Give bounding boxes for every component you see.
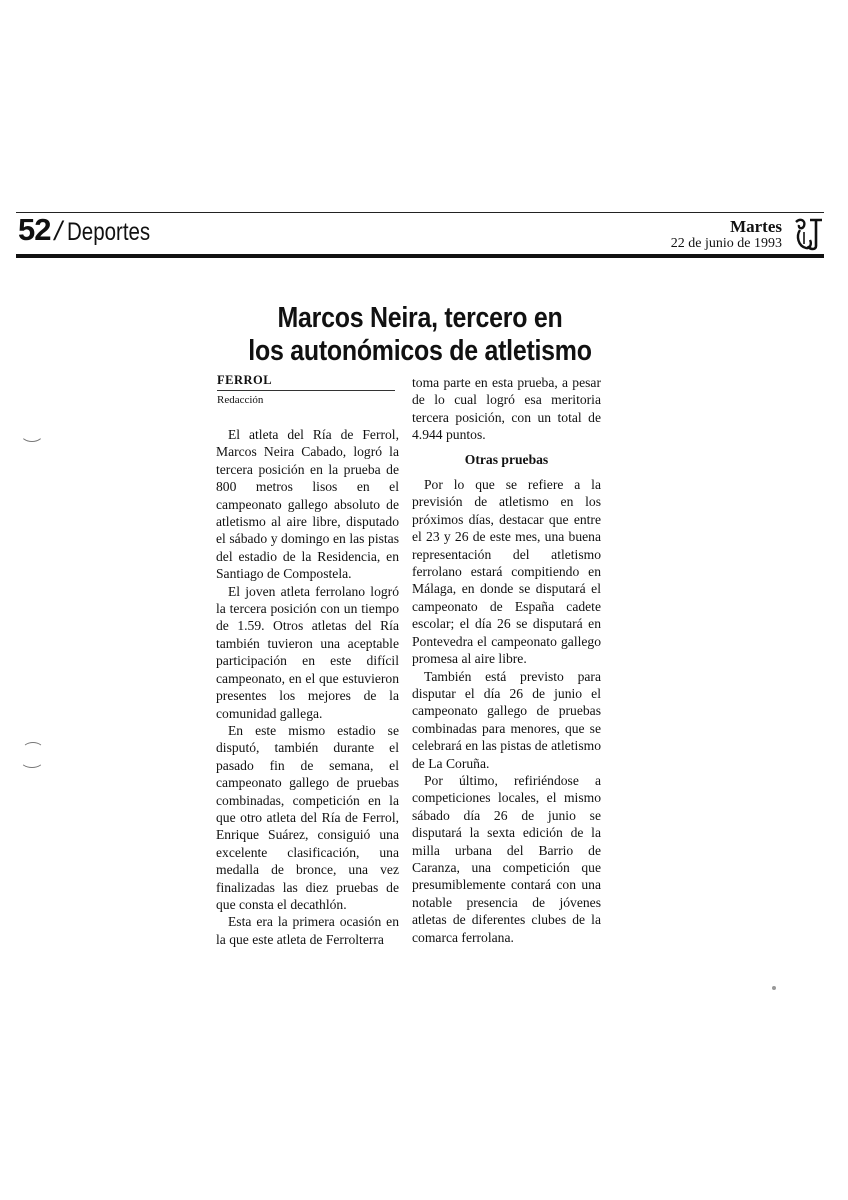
section-name: Deportes [67,218,151,246]
issue-date: 22 de junio de 1993 [670,236,782,251]
headline-line-2: los autonómicos de atletismo [248,335,592,367]
weekday: Martes [730,217,782,236]
headline-line-1: Marcos Neira, tercero en [277,302,563,334]
paragraph-continuation: toma parte en esta prueba, a pesar de lo cual logró esa meritoria tercera posición, con un total de 4.944 puntos. [412,375,601,443]
section-separator: / [54,216,62,246]
paragraph: En este mismo estadio se disputó, también durante el pasado fin de semana, el campeonato gallego de pruebas combinadas, competición en la que otro atleta del Ría de Ferrol, Enrique Suárez, consiguió una excelente clasificación, una medalla de bronce, una vez finalizadas las diez pruebas de que consta el decathlón. [216,722,399,912]
header-bottom-rule [16,254,824,258]
newspaper-logo-icon [790,216,826,252]
page-number: 52 [18,212,51,247]
article-column-2 [412,374,601,946]
section-header [18,212,168,252]
date-block [671,217,782,252]
paragraph: El joven atleta ferrolano logró la tercera posición con un tiempo de 1.59. Otros atletas del Ría también tuvieron una aceptable participación en este difícil campeonato, en el que estuvieron presentes los mejores de la comunidad gallega. [216,583,399,721]
paragraph: El atleta del Ría de Ferrol, Marcos Neira Cabado, logró la tercera posición en la prueba de 800 metros lisos en el campeonato gallego absoluto de atletismo al aire libre, disputado el sábado y domingo en las pistas del estadio de la Residencia, en Santiago de Compostela. [216,427,399,582]
paragraph: Esta era la primera ocasión en la que este atleta de Ferrolterra [216,914,399,947]
dateline-location: FERROL [217,373,395,391]
article-headline [180,302,660,368]
byline-author: Redacción [217,394,264,406]
subheading: Otras pruebas [464,451,549,467]
article-column-1 [216,426,399,948]
paragraph: Por lo que se refiere a la previsión de atletismo en los próximos días, destacar que entre el 23 y 26 de este mes, una buena representación del atletismo ferrolano estará compitiendo en Málaga, en donde se disputará el campeonato de España cadete escolar; el día 26 se disputará en Pontevedra el campeonato gallego promesa al aire libre. [412,477,601,667]
scan-speck [772,986,776,990]
scan-mark [20,752,44,768]
scan-mark [20,424,44,442]
byline [217,373,395,406]
paragraph: También está previsto para disputar el día 26 de junio el campeonato gallego de pruebas combinadas para menores, que se celebrará en las pistas de atletismo de La Coruña. [412,668,601,771]
paragraph: Por último, refiriéndose a competiciones locales, el mismo sábado día 26 de junio se disputará la sexta edición de la milla urbana del Barrio de Caranza, una competición que presumiblemente contará con una notable presencia de jóvenes atletas de diferentes clubes de la comarca ferrolana. [412,772,601,945]
